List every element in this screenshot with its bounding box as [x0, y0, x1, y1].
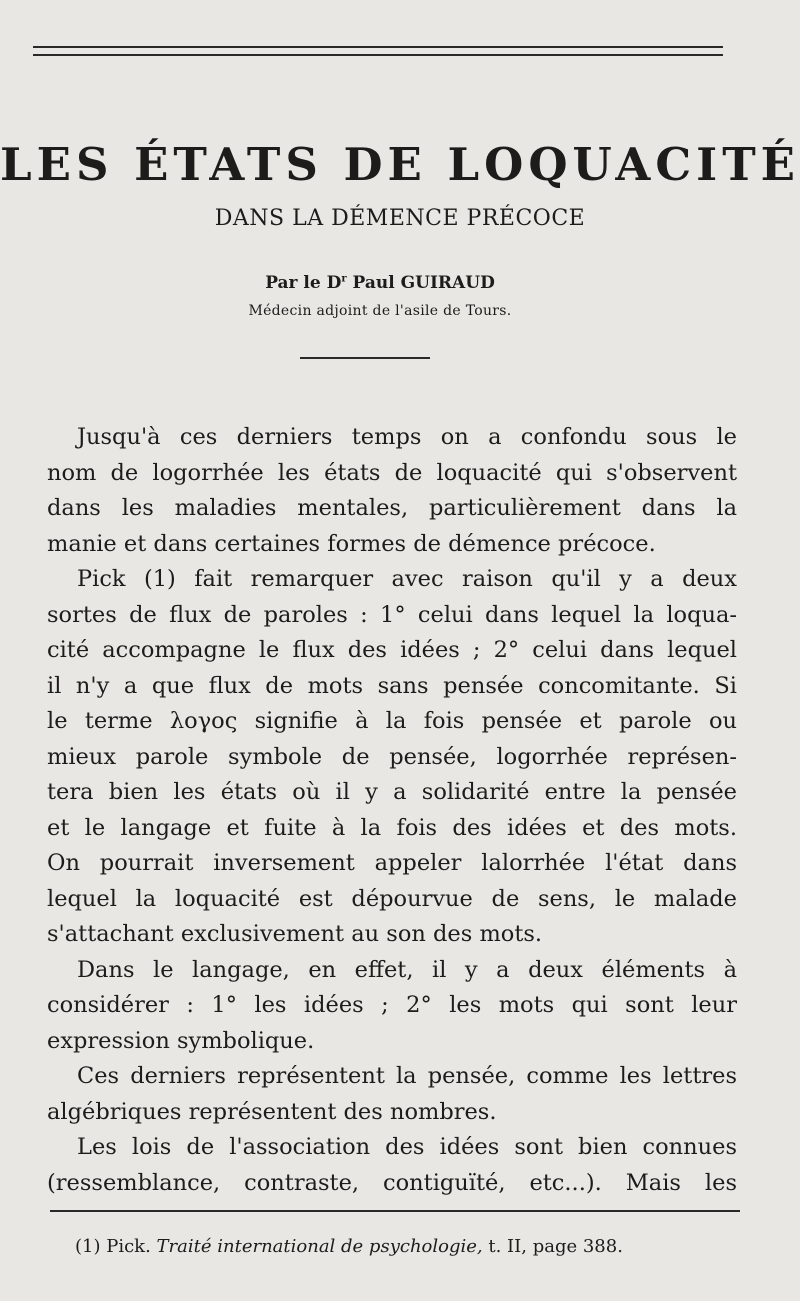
text-line: On pourrait inversement appeler lalorrhée l'état dans [47, 850, 737, 876]
text-line: dans les maladies mentales, particulièrement dans la [47, 495, 737, 521]
paragraph [47, 1059, 737, 1130]
text-line: (ressemblance, contraste, contiguïté, etc...). Mais les [47, 1169, 737, 1196]
byline-prefix: Par le D [265, 273, 342, 293]
text-line: tera bien les états où il y a solidarité entre la pensée [47, 779, 737, 805]
footnote-title: Traité international de psychologie, [156, 1236, 483, 1257]
section-divider [300, 357, 430, 359]
text-line: Ces derniers représentent la pensée, comme les lettres [77, 1063, 737, 1089]
text-line: algébriques représentent des nombres. [47, 1098, 497, 1125]
author-affiliation: Médecin adjoint de l'asile de Tours. [248, 303, 512, 319]
footnote-rule [50, 1210, 740, 1212]
paragraph [47, 420, 737, 562]
text-line: Pick (1) fait remarquer avec raison qu'il y a deux [77, 566, 737, 592]
footnote [75, 1236, 735, 1257]
text-line: il n'y a que flux de mots sans pensée concomitante. Si [47, 672, 737, 699]
paragraph [47, 562, 737, 953]
text-line: manie et dans certaines formes de démence précoce. [47, 530, 656, 557]
paragraph [47, 1130, 737, 1201]
text-line: sortes de flux de paroles : 1° celui dans lequel la loqua- [47, 601, 737, 628]
text-line: nom de logorrhée les états de loquacité qui s'observent [47, 459, 737, 486]
paragraph [47, 953, 737, 1060]
text-line: lequel la loquacité est dépourvue de sens, le malade [47, 885, 737, 912]
text-line: expression symbolique. [47, 1027, 315, 1054]
text-line: et le langage et fuite à la fois des idées et des mots. [47, 814, 737, 841]
top-rule [33, 46, 723, 48]
text-line: Les lois de l'association des idées sont bien connues [77, 1134, 737, 1160]
article-body [47, 420, 737, 1201]
text-line: considérer : 1° les idées ; 2° les mots qui sont leur [47, 992, 737, 1018]
top-rule-second [33, 54, 723, 56]
article-subtitle: DANS LA DÉMENCE PRÉCOCE [214, 206, 586, 231]
text-line: mieux parole symbole de pensée, logorrhée représen- [47, 743, 737, 770]
footnote-reference: t. II, page 388. [488, 1236, 623, 1257]
text-line: s'attachant exclusivement au son des mots. [47, 921, 543, 947]
author-name: Paul GUIRAUD [352, 273, 495, 293]
text-line: Dans le langage, en effet, il y a deux éléments à [77, 956, 737, 983]
byline-superscript: r [341, 273, 347, 285]
text-line: Jusqu'à ces derniers temps on a confondu sous le [77, 424, 737, 450]
footnote-marker: (1) Pick. [75, 1236, 151, 1257]
article-title: LES ÉTATS DE LOQUACITÉ [0, 138, 800, 191]
text-line: cité accompagne le flux des idées ; 2° celui dans lequel [47, 637, 737, 663]
author-byline [0, 273, 760, 293]
text-line: le terme λογος signifie à la fois pensée et parole ou [47, 708, 737, 734]
